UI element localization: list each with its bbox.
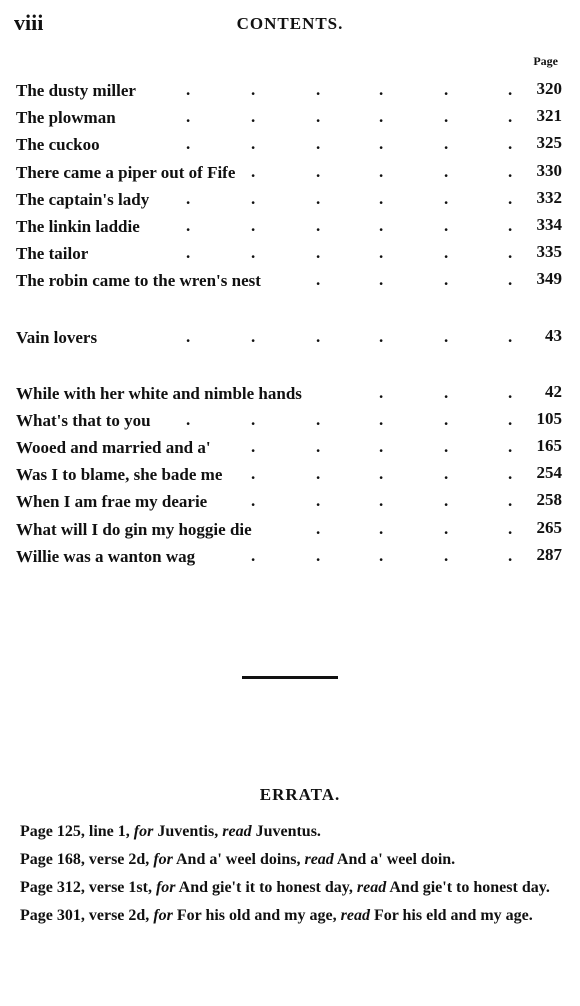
leader-dot: . xyxy=(508,409,513,429)
leader-dot: . xyxy=(316,107,321,127)
leader-dot: . xyxy=(379,437,384,457)
leader-dot: . xyxy=(379,107,384,127)
entry-title: The robin came to the wren's nest xyxy=(16,271,261,291)
leader-dot: . xyxy=(508,80,513,99)
leader-dot: . xyxy=(444,437,449,457)
leader-dot: . xyxy=(316,80,321,99)
errata-entry xyxy=(20,846,570,874)
entry-page-number: 265 xyxy=(536,517,562,537)
leader-dot: . xyxy=(379,382,384,402)
leader-dots xyxy=(16,243,562,267)
leader-dot: . xyxy=(186,326,191,346)
entry-title: When I am frae my dearie xyxy=(16,492,208,512)
section-divider-rule xyxy=(242,676,338,679)
leader-dot: . xyxy=(508,545,513,565)
leader-dot: . xyxy=(186,243,191,263)
entry-title: There came a piper out of Fife xyxy=(16,162,236,182)
page-number: viii xyxy=(14,10,44,35)
leader-dot: . xyxy=(444,107,449,127)
leader-dot: . xyxy=(508,215,513,235)
entry-title: Wooed and married and a' xyxy=(16,438,211,458)
entry-page-number: 42 xyxy=(545,381,562,401)
read-label: read xyxy=(222,823,252,840)
leader-dot: . xyxy=(316,437,321,457)
read-label: read xyxy=(340,907,370,924)
leader-dot: . xyxy=(316,188,321,208)
entry-title: What's that to you xyxy=(16,410,151,430)
entry-page-number: 334 xyxy=(536,214,562,234)
leader-dot: . xyxy=(379,161,384,181)
leader-dot: . xyxy=(251,545,256,565)
entry-page-number: 43 xyxy=(545,325,562,345)
leader-dot: . xyxy=(444,382,449,402)
errata-reference: Page 168, verse 2d, xyxy=(20,851,150,868)
leader-dot: . xyxy=(316,161,321,181)
leader-dot: . xyxy=(444,270,449,290)
entry-page-number: 332 xyxy=(536,187,562,207)
leader-dot: . xyxy=(379,134,384,154)
contents-entry xyxy=(16,435,562,462)
leader-dot: . xyxy=(251,161,256,181)
contents-entry xyxy=(16,325,562,352)
leader-dot: . xyxy=(251,464,256,484)
leader-dot: . xyxy=(508,134,513,154)
group-spacer xyxy=(16,296,562,325)
contents-entry xyxy=(16,105,562,132)
for-label: for xyxy=(155,879,176,896)
leader-dot: . xyxy=(316,518,321,538)
leader-dot: . xyxy=(508,188,513,208)
leader-dot: . xyxy=(251,491,256,511)
entry-title: The plowman xyxy=(16,108,116,128)
leader-dot: . xyxy=(316,326,321,346)
leader-dot: . xyxy=(508,107,513,127)
entry-page-number: 254 xyxy=(536,463,562,483)
read-label: read xyxy=(304,851,334,868)
leader-dot: . xyxy=(444,491,449,511)
contents-entry xyxy=(16,408,562,435)
entry-title: The dusty miller xyxy=(16,81,136,100)
entry-page-number: 330 xyxy=(536,160,562,180)
leader-dot: . xyxy=(316,134,321,154)
errata-heading: ERRATA. xyxy=(259,785,341,804)
leader-dot: . xyxy=(379,491,384,511)
contents-entry xyxy=(16,489,562,516)
leader-dot: . xyxy=(508,437,513,457)
incorrect-text: For his old and my age, xyxy=(176,907,337,924)
leader-dot: . xyxy=(379,80,384,99)
leader-dot: . xyxy=(444,215,449,235)
page-column-label: Page xyxy=(533,54,558,68)
contents-entry xyxy=(16,241,562,268)
leader-dot: . xyxy=(508,464,513,484)
running-title: CONTENTS. xyxy=(236,14,344,33)
entry-page-number: 325 xyxy=(536,133,562,153)
entry-page-number: 321 xyxy=(536,106,562,126)
contents-entry xyxy=(16,517,562,544)
leader-dot: . xyxy=(186,188,191,208)
leader-dot: . xyxy=(379,545,384,565)
entry-page-number: 165 xyxy=(536,436,562,456)
leader-dot: . xyxy=(508,161,513,181)
entry-title: Willie was a wanton wag xyxy=(16,546,196,566)
leader-dot: . xyxy=(316,464,321,484)
group-spacer xyxy=(16,352,562,381)
errata-reference: Page 301, verse 2d, xyxy=(20,907,150,924)
leader-dot: . xyxy=(186,409,191,429)
leader-dot: . xyxy=(316,215,321,235)
leader-dot: . xyxy=(379,464,384,484)
leader-dot: . xyxy=(444,188,449,208)
contents-entry xyxy=(16,214,562,241)
leader-dot: . xyxy=(251,215,256,235)
leader-dot: . xyxy=(316,545,321,565)
leader-dot: . xyxy=(186,215,191,235)
leader-dot: . xyxy=(508,518,513,538)
leader-dot: . xyxy=(444,326,449,346)
entry-page-number: 258 xyxy=(536,490,562,510)
leader-dot: . xyxy=(251,437,256,457)
leader-dot: . xyxy=(379,215,384,235)
entry-page-number: 320 xyxy=(536,79,562,98)
errata-list xyxy=(20,818,570,930)
entry-title: Was I to blame, she bade me xyxy=(16,465,223,485)
contents-entry xyxy=(16,78,562,105)
errata-reference: Page 125, line 1, xyxy=(20,823,130,840)
leader-dot: . xyxy=(251,134,256,154)
leader-dot: . xyxy=(186,134,191,154)
leader-dot: . xyxy=(508,491,513,511)
leader-dot: . xyxy=(379,188,384,208)
leader-dot: . xyxy=(251,326,256,346)
leader-dot: . xyxy=(379,243,384,263)
leader-dot: . xyxy=(444,545,449,565)
leader-dot: . xyxy=(379,409,384,429)
correct-text: For his eld and my age. xyxy=(373,907,533,924)
entry-page-number: 287 xyxy=(536,544,562,564)
leader-dot: . xyxy=(444,464,449,484)
contents-entry xyxy=(16,132,562,159)
leader-dot: . xyxy=(379,518,384,538)
leader-dot: . xyxy=(186,80,191,99)
correct-text: Juventus. xyxy=(255,823,321,840)
leader-dot: . xyxy=(316,270,321,290)
entry-title: Vain lovers xyxy=(16,327,98,347)
leader-dot: . xyxy=(251,107,256,127)
leader-dot: . xyxy=(251,243,256,263)
entry-title: The captain's lady xyxy=(16,189,150,209)
correct-text: And gie't to honest day. xyxy=(389,879,550,896)
entry-page-number: 335 xyxy=(536,242,562,262)
leader-dot: . xyxy=(444,134,449,154)
contents-entry xyxy=(16,544,562,571)
contents-entry xyxy=(16,160,562,187)
entry-title: What will I do gin my hoggie die xyxy=(16,519,252,539)
entry-title: The tailor xyxy=(16,244,89,264)
entry-title: While with her white and nimble hands xyxy=(16,383,302,403)
contents-entry xyxy=(16,268,562,295)
leader-dot: . xyxy=(186,107,191,127)
leader-dot: . xyxy=(379,326,384,346)
read-label: read xyxy=(356,879,387,896)
leader-dot: . xyxy=(316,243,321,263)
for-label: for xyxy=(153,907,173,924)
leader-dot: . xyxy=(316,491,321,511)
errata-reference: Page 312, verse 1st, xyxy=(20,879,152,896)
incorrect-text: Juventis, xyxy=(157,823,219,840)
contents-entry xyxy=(16,381,562,408)
incorrect-text: And a' weel doins, xyxy=(176,851,301,868)
for-label: for xyxy=(133,823,154,840)
contents-entry xyxy=(16,462,562,489)
page-header xyxy=(0,6,580,36)
errata-entry xyxy=(20,874,570,902)
leader-dot: . xyxy=(444,80,449,99)
leader-dot: . xyxy=(379,270,384,290)
leader-dots xyxy=(16,327,562,351)
leader-dot: . xyxy=(444,409,449,429)
leader-dot: . xyxy=(316,409,321,429)
leader-dot: . xyxy=(444,243,449,263)
leader-dot: . xyxy=(508,243,513,263)
correct-text: And a' weel doin. xyxy=(336,851,456,868)
leader-dot: . xyxy=(251,188,256,208)
leader-dot: . xyxy=(508,382,513,402)
errata-entry xyxy=(20,818,570,846)
incorrect-text: And gie't it to honest day, xyxy=(178,879,353,896)
leader-dot: . xyxy=(251,80,256,99)
leader-dot: . xyxy=(508,326,513,346)
entry-page-number: 349 xyxy=(536,269,562,289)
leader-dot: . xyxy=(251,409,256,429)
leader-dot: . xyxy=(444,161,449,181)
for-label: for xyxy=(153,851,173,868)
entry-page-number: 105 xyxy=(536,408,562,428)
leader-dot: . xyxy=(508,270,513,290)
entry-title: The linkin laddie xyxy=(16,216,140,236)
errata-entry xyxy=(20,902,570,930)
leader-dot: . xyxy=(444,518,449,538)
entry-title: The cuckoo xyxy=(16,135,100,155)
contents-entry xyxy=(16,187,562,214)
contents-list xyxy=(16,78,562,571)
